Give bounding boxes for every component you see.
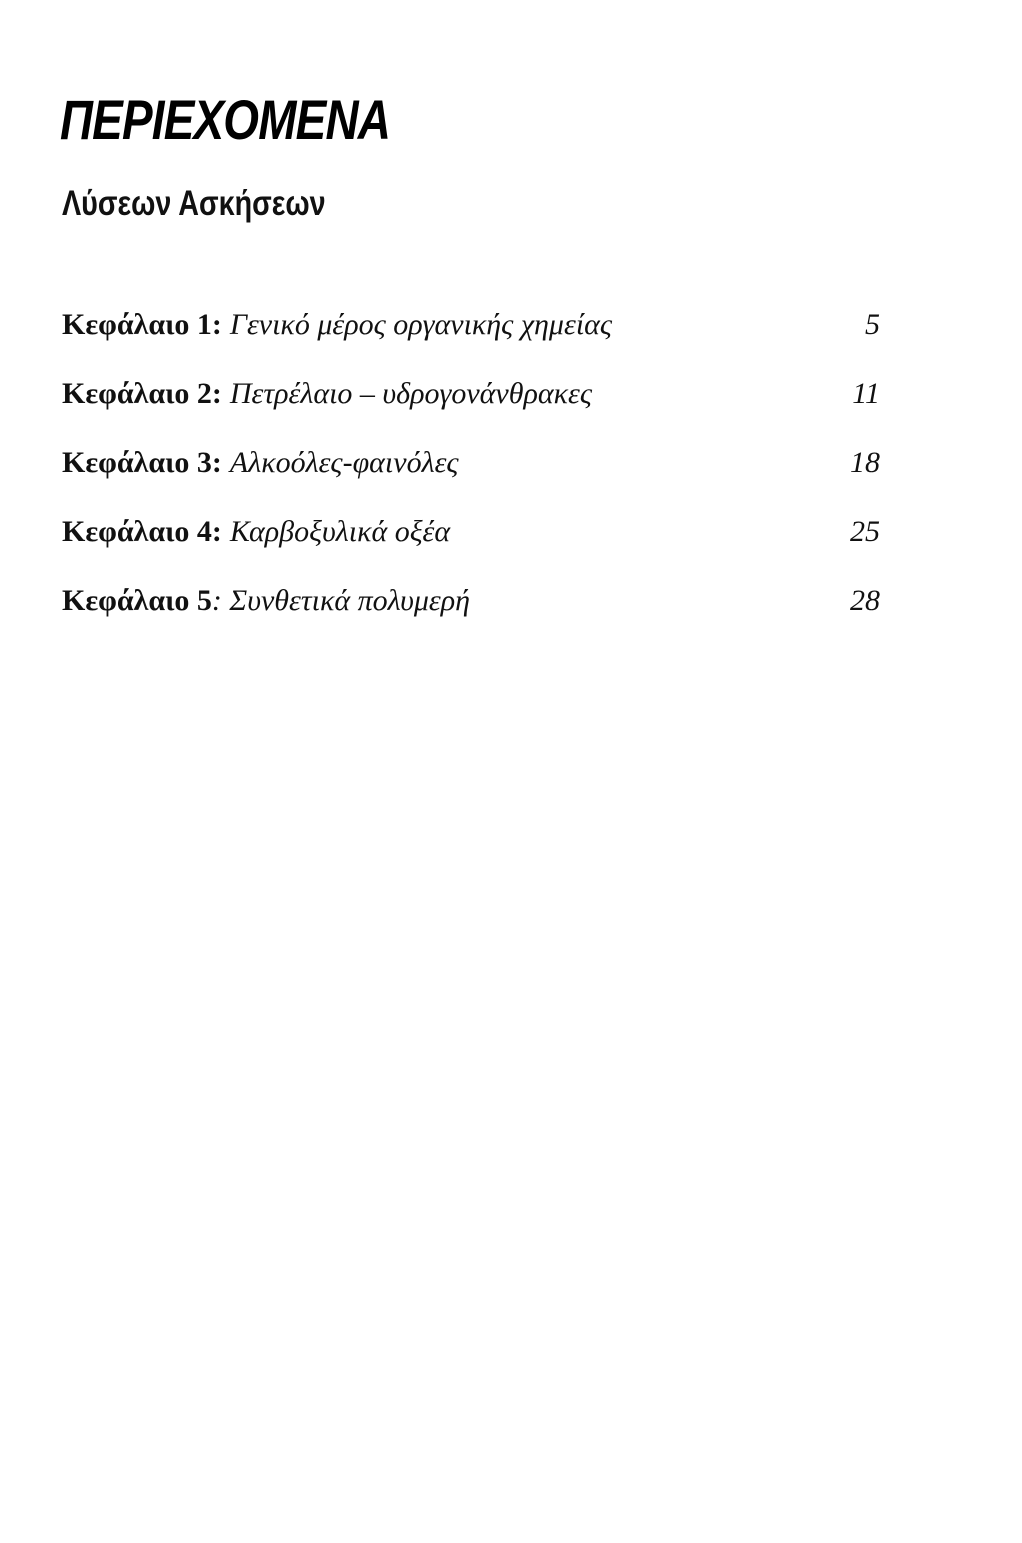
page-number: 11 [852, 377, 880, 410]
toc-entry-3 [62, 443, 892, 512]
chapter-title: : Συνθετικά πολυμερή [211, 584, 471, 617]
table-of-contents [62, 305, 892, 650]
toc-entry-5 [62, 581, 892, 650]
toc-entry-4 [62, 512, 892, 581]
toc-entry-2 [62, 374, 892, 443]
chapter-title: Καρβοξυλικά οξέα [229, 515, 451, 548]
page-title: ΠΕΡΙΕΧΟΜΕΝΑ [60, 88, 391, 151]
chapter-label: Κεφάλαιο 4: [62, 515, 222, 548]
toc-entry-1 [62, 305, 892, 374]
page-number: 18 [850, 446, 880, 479]
chapter-label: Κεφάλαιο 1: [62, 308, 222, 341]
chapter-title: Πετρέλαιο – υδρογονάνθρακες [229, 377, 592, 410]
page-number: 25 [850, 515, 880, 548]
chapter-title: Γενικό μέρος οργανικής χημείας [229, 308, 613, 341]
page-subtitle: Λύσεων Ασκήσεων [62, 184, 326, 223]
chapter-title: Αλκοόλες-φαινόλες [229, 446, 459, 479]
chapter-label: Κεφάλαιο 2: [62, 377, 222, 410]
page-number: 5 [865, 308, 880, 341]
chapter-label: Κεφάλαιο 3: [62, 446, 222, 479]
page-number: 28 [850, 584, 880, 617]
chapter-label: Κεφάλαιο 5 [62, 584, 212, 617]
